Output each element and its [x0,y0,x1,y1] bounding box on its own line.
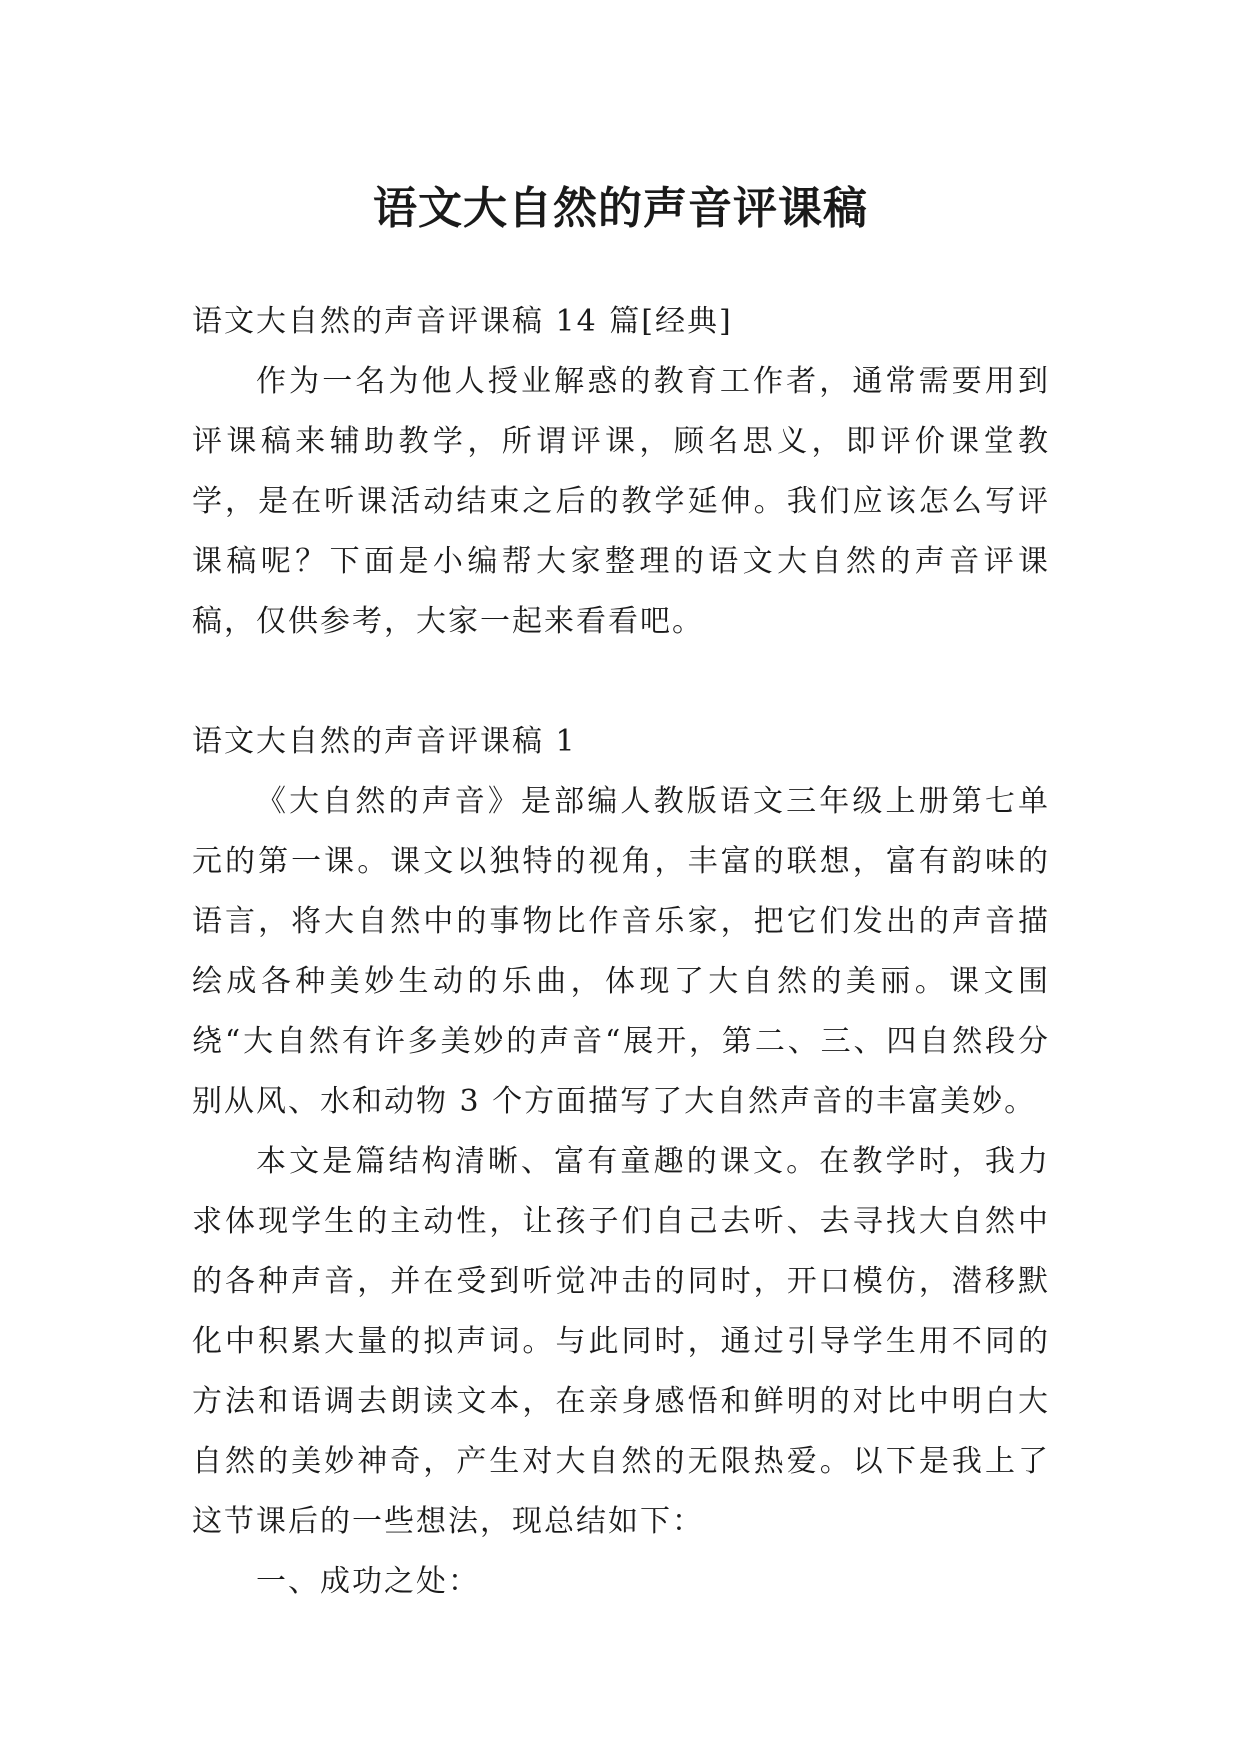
section-paragraph-3: 一、成功之处： [256,1564,480,1599]
document-subtitle: 语文大自然的声音评课稿 14 篇[经典] [192,304,733,339]
section-heading: 语文大自然的声音评课稿 1 [192,724,577,759]
document-title: 语文大自然的声音评课稿 [373,183,868,235]
section-paragraph-1: 《大自然的声音》是部编人教版语文三年级上册第七单元的第一课。课文以独特的视角，丰富的联想，富有韵味的语言，将大自然中的事物比作音乐家，把它们发出的声音描绘成各种美妙生动的乐曲，体现了大自然的美丽。课文围绕“大自然有许多美妙的声音“展开，第二、三、四自然段分别从风、水和动物 3 个方面描写了大自然声音的丰富美妙。 [192,784,1050,1119]
section-spacer [192,652,1050,712]
section-paragraph-2: 本文是篇结构清晰、富有童趣的课文。在教学时，我力求体现学生的主动性，让孩子们自己去听、去寻找大自然中的各种声音，并在受到听觉冲击的同时，开口模仿，潜移默化中积累大量的拟声词。与此同时，通过引导学生用不同的方法和语调去朗读文本，在亲身感悟和鲜明的对比中明白大自然的美妙神奇，产生对大自然的无限热爱。以下是我上了这节课后的一些想法，现总结如下： [192,1144,1050,1539]
document-body [192,292,1050,1612]
intro-paragraph: 作为一名为他人授业解惑的教育工作者，通常需要用到评课稿来辅助教学，所谓评课，顾名思义，即评价课堂教学，是在听课活动结束之后的教学延伸。我们应该怎么写评课稿呢？下面是小编帮大家整理的语文大自然的声音评课稿，仅供参考，大家一起来看看吧。 [192,364,1050,639]
